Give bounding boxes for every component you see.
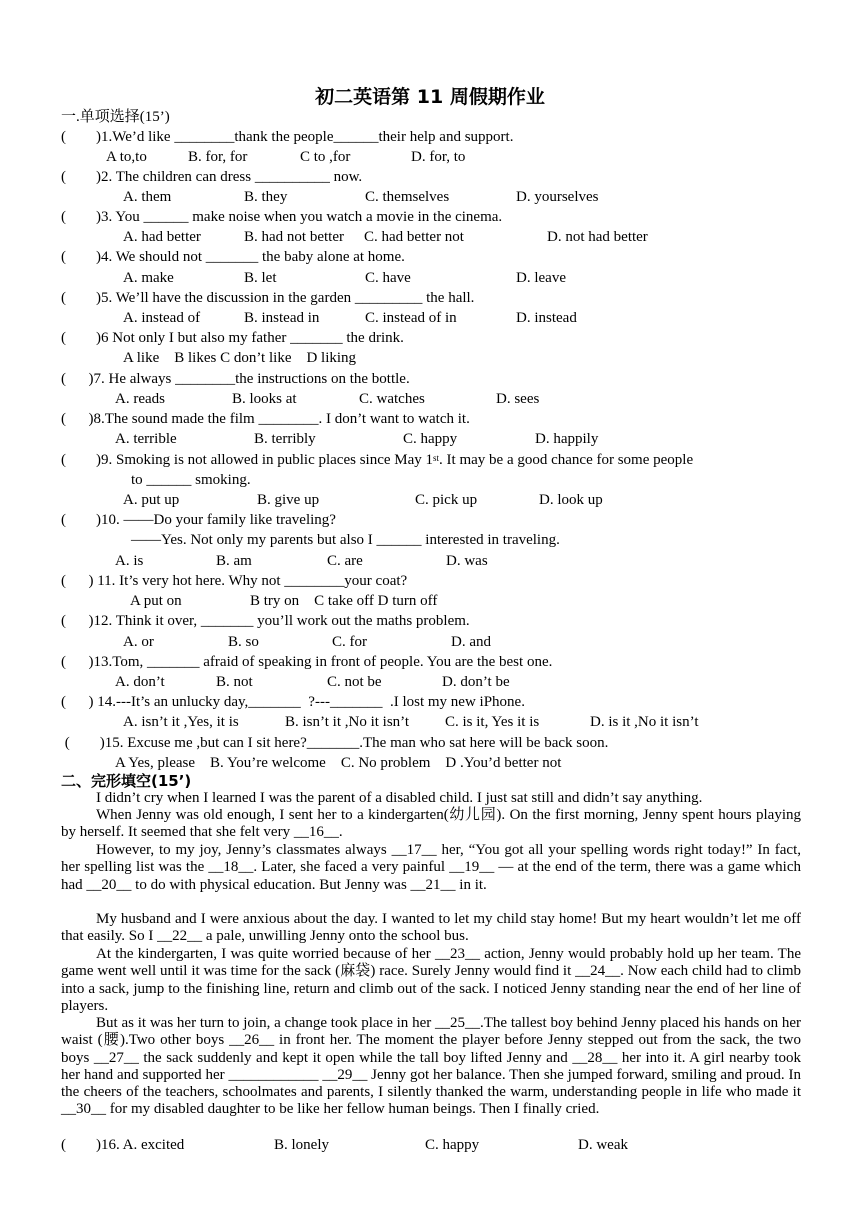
passage-paragraph-6: But as it was her turn to join, a change took place in her __25__.The tallest boy behind Jenny placed his hands on her waist (腰).Two other boys __26__ in front her. The moment the player before Jenny stepped out from the sack, the two boys __27__ the sack suddenly and kept it open while the tall boy lifted Jenny and __28__ her into it. A girl nearby took her hand and supported her ____________ __29__ Jenny got her balance. Then she jumped forward, smiling and proud. In the cheers of the teachers, schoolmates and parents, I silently thanked the warm, understanding people in life who made it __30__ for my disabled daughter to be like her fellow human beings. Then I finally cried. xyxy=(61,1015,801,1118)
question-10: ( )10. ――Do your family like traveling? xyxy=(61,512,336,528)
q10-option-a: A. is xyxy=(115,553,144,569)
q4-option-c: C. have xyxy=(365,270,411,286)
q9-option-b: B. give up xyxy=(257,492,320,508)
question-2: ( )2. The children can dress __________ now. xyxy=(61,169,363,185)
q13-option-b: B. not xyxy=(216,674,253,690)
q4-option-d: D. leave xyxy=(516,270,566,286)
q9-option-a: A. put up xyxy=(123,492,180,508)
q10-option-c: C. are xyxy=(327,553,363,569)
q14-option-c: C. is it, Yes it is xyxy=(445,714,540,730)
question-15: ( )15. Excuse me ,but can I sit here?_______.The man who sat here will be back soon. xyxy=(61,735,609,751)
q12-option-c: C. for xyxy=(332,634,367,650)
page-title: 初二英语第 11 周假期作业 xyxy=(315,86,545,108)
q13-option-c: C. not be xyxy=(327,674,382,690)
passage-paragraph-1: I didn’t cry when I learned I was the parent of a disabled child. I just sat still and didn’t say anything. xyxy=(96,790,703,806)
q8-option-c: C. happy xyxy=(403,431,458,447)
q14-option-d: D. is it ,No it isn’t xyxy=(590,714,699,730)
q1-option-b: B. for, for xyxy=(188,149,248,165)
question-4: ( )4. We should not _______ the baby alone at home. xyxy=(61,249,405,265)
question-14: ( ) 14.---It’s an unlucky day,_______ ?---_______ .I lost my new iPhone. xyxy=(61,694,525,710)
q5-option-b: B. instead in xyxy=(244,310,320,326)
question-8: ( )8.The sound made the film ________. I don’t want to watch it. xyxy=(61,411,470,427)
passage-paragraph-3: However, to my joy, Jenny’s classmates always __17__ her, “You got all your spelling words right today!” In fact, her spelling list was the __18__. Later, she faced a very painful __19__ — at the end of the term, there was a game which had __20__ to do with physical education. But Jenny was __21__ in it. xyxy=(61,842,801,893)
question-11: ( ) 11. It’s very hot here. Why not ________your coat? xyxy=(61,573,408,589)
question-10-continuation: ――Yes. Not only my parents but also I ______ interested in traveling. xyxy=(131,532,560,548)
q10-option-d: D. was xyxy=(446,553,488,569)
q16-option-b: B. lonely xyxy=(274,1137,329,1153)
q11-option-a: A put on xyxy=(130,593,182,609)
q1-option-c: C to ,for xyxy=(300,149,351,165)
q15-options: A Yes, please B. You’re welcome C. No problem D .You’d better not xyxy=(115,755,562,771)
q8-option-b: B. terribly xyxy=(254,431,316,447)
q11-options-bcd: B try on C take off D turn off xyxy=(250,593,438,609)
question-7: ( )7. He always ________the instructions on the bottle. xyxy=(61,371,410,387)
question-13: ( )13.Tom, _______ afraid of speaking in front of people. You are the best one. xyxy=(61,654,553,670)
q8-option-a: A. terrible xyxy=(115,431,177,447)
q3-option-d: D. not had better xyxy=(547,229,648,245)
passage-paragraph-4: My husband and I were anxious about the day. I wanted to let my child stay home! But my heart wouldn’t let me off that easily. So I __22__ a pale, unwilling Jenny onto the school bus. xyxy=(61,911,801,945)
q8-option-d: D. happily xyxy=(535,431,599,447)
q1-option-d: D. for, to xyxy=(411,149,466,165)
q12-option-a: A. or xyxy=(123,634,154,650)
question-9-continuation: to ______ smoking. xyxy=(131,472,251,488)
q2-option-c: C. themselves xyxy=(365,189,450,205)
q7-option-a: A. reads xyxy=(115,391,165,407)
q14-option-b: B. isn’t it ,No it isn’t xyxy=(285,714,410,730)
q7-option-c: C. watches xyxy=(359,391,425,407)
q10-option-b: B. am xyxy=(216,553,252,569)
q16-option-d: D. weak xyxy=(578,1137,628,1153)
q3-option-b: B. had not better xyxy=(244,229,344,245)
q4-option-b: B. let xyxy=(244,270,277,286)
question-5: ( )5. We’ll have the discussion in the garden _________ the hall. xyxy=(61,290,475,306)
q13-option-a: A. don’t xyxy=(115,674,165,690)
q9-option-c: C. pick up xyxy=(415,492,478,508)
q5-option-c: C. instead of in xyxy=(365,310,457,326)
q13-option-d: D. don’t be xyxy=(442,674,510,690)
q3-option-c: C. had better not xyxy=(364,229,464,245)
q2-option-a: A. them xyxy=(123,189,172,205)
q14-option-a: A. isn’t it ,Yes, it is xyxy=(123,714,239,730)
q12-option-d: D. and xyxy=(451,634,491,650)
q6-options: A like B likes C don’t like D liking xyxy=(123,350,357,366)
q2-option-b: B. they xyxy=(244,189,288,205)
question-3: ( )3. You ______ make noise when you watch a movie in the cinema. xyxy=(61,209,503,225)
q16-option-c: C. happy xyxy=(425,1137,480,1153)
passage-paragraph-5: At the kindergarten, I was quite worried because of her __23__ action, Jenny would probably hold up her team. The game went well until it was time for the sack (麻袋) race. Surely Jenny would find it __24__. Now each child had to climb into a sack, jump to the finishing line, return and climb out of the sack. I noticed Jenny standing near the end of her line of players. xyxy=(61,946,801,1014)
question-9: ( )9. Smoking is not allowed in public places since May 1st. It may be a good chance for some people xyxy=(61,452,694,468)
question-16: ( )16. A. excited xyxy=(61,1137,185,1153)
passage-paragraph-2: When Jenny was old enough, I sent her to a kindergarten(幼儿园). On the first morning, Jenny spent hours playing by herself. It seemed that she felt very __16__. xyxy=(61,807,801,841)
q3-option-a: A. had better xyxy=(123,229,201,245)
q4-option-a: A. make xyxy=(123,270,174,286)
q5-option-d: D. instead xyxy=(516,310,577,326)
question-1: ( )1.We’d like ________thank the people______their help and support. xyxy=(61,129,514,145)
section-1-heading: 一.单项选择(15’) xyxy=(61,109,170,125)
q5-option-a: A. instead of xyxy=(123,310,201,326)
q7-option-b: B. looks at xyxy=(232,391,297,407)
question-12: ( )12. Think it over, _______ you’ll work out the maths problem. xyxy=(61,613,470,629)
q12-option-b: B. so xyxy=(228,634,259,650)
q9-option-d: D. look up xyxy=(539,492,603,508)
section-2-heading: 二、完形填空(15’) xyxy=(61,772,192,790)
q2-option-d: D. yourselves xyxy=(516,189,599,205)
q1-option-a: A to,to xyxy=(106,149,147,165)
question-6: ( )6 Not only I but also my father _______ the drink. xyxy=(61,330,404,346)
q7-option-d: D. sees xyxy=(496,391,540,407)
